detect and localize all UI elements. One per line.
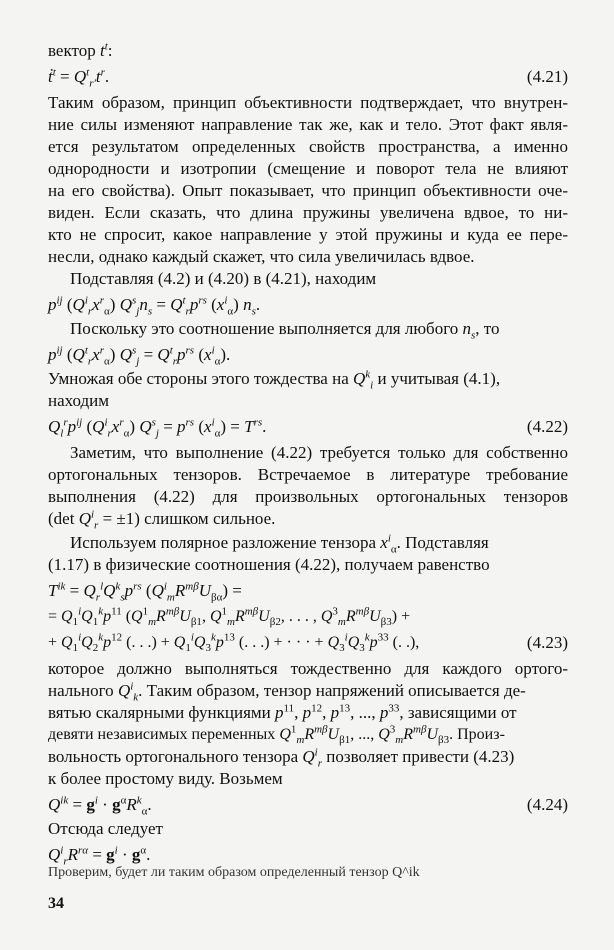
text-line: Используем полярное разложение тензора $x^i_\alpha$. Подставляя	[70, 532, 489, 556]
text-line: выполнения (4.22) для произвольных ортогональных тензоров	[48, 487, 568, 506]
text-line: которое должно выполняться тождественно для каждого ортого-	[48, 659, 568, 678]
text-line: вольность ортогонального тензора $Q^i_r$ позволяет привести (4.23)	[48, 746, 515, 770]
equation-number: (4.23)	[526, 633, 568, 652]
equation-number: (4.24)	[526, 795, 568, 814]
text-line: находим	[48, 391, 110, 410]
text-line: на его свойства). Опыт показывает, что принцип объективности оче-	[48, 181, 568, 200]
text-line: вектор $t^t$:	[48, 40, 113, 60]
text-line: нального $Q^i_k$. Таким образом, тензор напряжений описывается де-	[48, 680, 526, 704]
text-line: вятью скалярными функциями $p^{11}$, $p^{12}$, $p^{13}$, ..., $p^{33}$, зависящими от	[48, 702, 517, 722]
text-line: ортогональных тензоров. Встречаемое в литературе требование	[48, 465, 568, 484]
text-line: ется результатом определенных свойств пространства, а именно	[48, 137, 568, 156]
page-number: 34	[48, 895, 64, 912]
text-line: Проверим, будет ли таким образом определенный тензор Q^ik	[48, 865, 420, 880]
text-line: Подставляя (4.2) и (4.20) в (4.21), находим	[70, 269, 377, 288]
text-line: Поскольку это соотношение выполняется для любого $n_s$, то	[70, 319, 500, 342]
text-line: девяти независимых переменных $Q^1_mR^{m\beta}U_{\beta 1}$, ..., $Q^3_mR^{m\beta}U_{\beta 3}$. Произ-	[48, 723, 505, 747]
text-line: Умножая обе стороны этого тождества на $Q^k_i$ и учитывая (4.1),	[48, 368, 501, 392]
equation: $Q^i_rR^{r\alpha} = g^i \cdot g^\alpha$.	[48, 844, 151, 868]
text-line: кто не спросит, какое направление у этой пружины и куда ее пере-	[48, 225, 568, 244]
text-line: несли, однако каждый скажет, что сила увеличилась вдвое.	[48, 247, 475, 266]
equation-number: (4.22)	[526, 417, 568, 436]
text-line: (det $Q^i_r = \pm 1$) слишком сильное.	[48, 508, 276, 532]
text-line: Заметим, что выполнение (4.22) требуется только для собственно	[70, 443, 568, 462]
text-line: однородности и изотропии (смещение и поворот тела не влияют	[48, 159, 568, 178]
text-line: (1.17) в физические соотношения (4.22), получаем равенство	[48, 555, 490, 574]
equation-4-23-line-2: = $Q_1^iQ_1^kp^{11}$ ($Q^1_mR^{m\beta}U_{\beta 1}$, $Q^1_mR^{m\beta}U_{\beta 2}$, . . . , $Q^3_mR^{m\beta}U_{\beta 3}$) +	[48, 605, 411, 629]
equation-4-23-line-3: + $Q_1^iQ_2^kp^{12}$ (. . .) + $Q_1^iQ_3^kp^{13}$ (. . .) + · · · + $Q_3^iQ_3^kp^{33}$ (. .), (4.23)	[48, 631, 568, 655]
equation: $p^{ij}$ $(Q^i_rx^r_\alpha) Q^s_jn_s = Q^t_rp^{rs}$ $(x^i_\alpha)$ $n_s$.	[48, 294, 261, 318]
text-line: Таким образом, принцип объективности подтверждает, что внутрен-	[48, 93, 568, 112]
equation-number: (4.21)	[526, 67, 568, 86]
equation-4-23-line-1: $T^{ik} = Q_r^lQ^k_sp^{rs}$ $(Q^i_mR^{m\beta}U_{\beta\alpha})$ =	[48, 580, 242, 604]
text-line: виден. Если сказать, что длина пружины увеличена вдвое, то ни-	[48, 203, 568, 222]
equation-4-24: $Q^{ik} = g^i \cdot g^\alpha R^k_\alpha$. (4.24)	[48, 794, 568, 818]
equation-4-21: ṫ$^t$ = $Q^t_{r'}t^r$. (4.21)	[48, 66, 568, 90]
equation-4-22: $Q_l^rp^{ij}$ $(Q^i_rx^r_\alpha) Q^s_j = p^{rs}$ $(x^i_\alpha) = T^{rs}$. (4.22)	[48, 416, 568, 440]
text-line: ние силы изменяют направление так же, как и тело. Этот факт явля-	[48, 115, 568, 134]
text-line: к более простому виду. Возьмем	[48, 769, 283, 788]
equation: $p^{ij}$ $(Q^t_rx^r_\alpha) Q^s_j = Q^t_rp^{rs}$ $(x^i_\alpha)$.	[48, 344, 231, 368]
text-line: Отсюда следует	[48, 819, 163, 838]
